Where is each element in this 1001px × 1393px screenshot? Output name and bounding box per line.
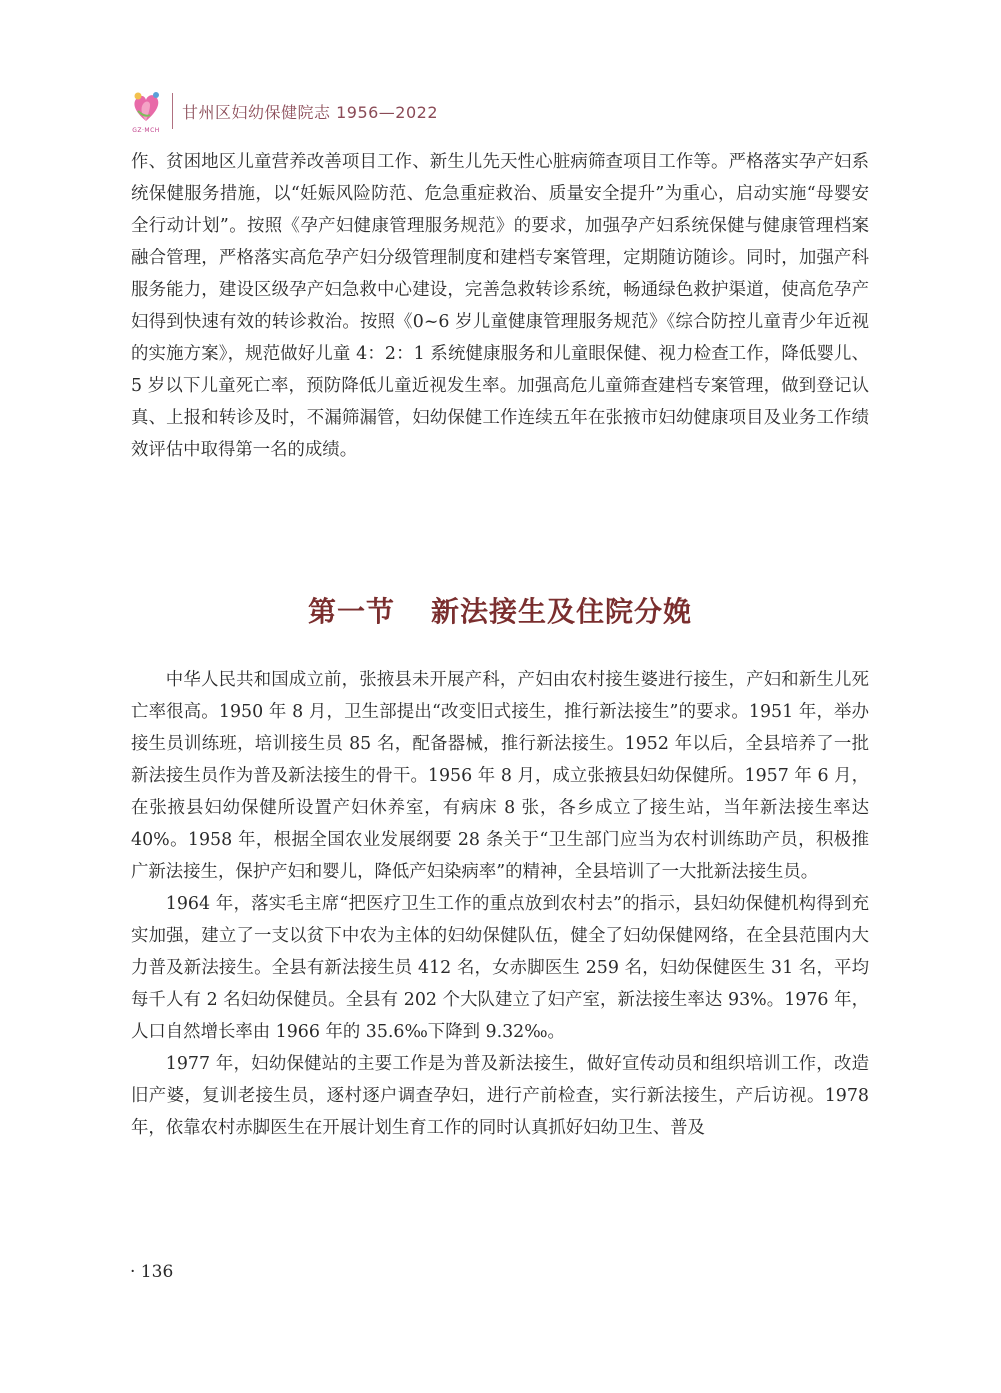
section-title: 新法接生及住院分娩 <box>431 595 693 628</box>
body-text <box>131 664 869 1144</box>
paragraph: 中华人民共和国成立前，张掖县未开展产科，产妇由农村接生婆进行接生，产妇和新生儿死亡率很高。1950 年 8 月，卫生部提出“改变旧式接生，推行新法接生”的要求。1951 年，举办接生员训练班，培训接生员 85 名，配备器械，推行新法接生。1952 年以后，全县培养了一批新法接生员作为普及新法接生的骨干。1956 年 8 月，成立张掖县妇幼保健所。1957 年 6 月，在张掖县妇幼保健所设置产妇休养室，有病床 8 张，各乡成立了接生站，当年新法接生率达 40%。1958 年，根据全国农业发展纲要 28 条关于“卫生部门应当为农村训练助产员，积极推广新法接生，保护产妇和婴儿，降低产妇染病率”的精神，全县培训了一大批新法接生员。 <box>131 670 869 882</box>
section-heading <box>131 590 869 630</box>
intro-paragraph: 作、贫困地区儿童营养改善项目工作、新生儿先天性心脏病筛查项目工作等。严格落实孕产妇系统保健服务措施，以“妊娠风险防范、危急重症救治、质量安全提升”为重心，启动实施“母婴安全行动计划”。按照《孕产妇健康管理服务规范》的要求，加强孕产妇系统保健与健康管理档案融合管理，严格落实高危孕产妇分级管理制度和建档专案管理，定期随访随诊。同时，加强产科服务能力，建设区级孕产妇急救中心建设，完善急救转诊系统，畅通绿色救护渠道，使高危孕产妇得到快速有效的转诊救治。按照《0~6 岁儿童健康管理服务规范》《综合防控儿童青少年近视的实施方案》，规范做好儿童 4：2：1 系统健康服务和儿童眼保健、视力检查工作，降低婴儿、5 岁以下儿童死亡率，预防降低儿童近视发生率。加强高危儿童筛查建档专案管理，做到登记认真、上报和转诊及时，不漏筛漏管，妇幼保健工作连续五年在张掖市妇幼健康项目及业务工作绩效评估中取得第一名的成绩。 <box>131 152 869 460</box>
logo-text: GZ·MCH <box>132 127 160 134</box>
hospital-logo <box>128 87 164 135</box>
running-header <box>128 84 438 138</box>
section-number: 第一节 <box>307 595 395 628</box>
book-title: 甘州区妇幼保健院志 1956—2022 <box>182 102 439 122</box>
page-number: · 136 <box>130 1262 174 1282</box>
intro-text <box>131 146 869 466</box>
paragraph: 1977 年，妇幼保健站的主要工作是为普及新法接生，做好宣传动员和组织培训工作，改造旧产婆，复训老接生员，逐村逐户调查孕妇，进行产前检查，实行新法接生，产后访视。1978 年，依靠农村赤脚医生在开展计划生育工作的同时认真抓好妇幼卫生、普及 <box>131 1054 869 1138</box>
header-divider <box>172 93 173 129</box>
paragraph: 1964 年，落实毛主席“把医疗卫生工作的重点放到农村去”的指示，县妇幼保健机构得到充实加强，建立了一支以贫下中农为主体的妇幼保健队伍，健全了妇幼保健网络，在全县范围内大力普及新法接生。全县有新法接生员 412 名，女赤脚医生 259 名，妇幼保健医生 31 名，平均每千人有 2 名妇幼保健员。全县有 202 个大队建立了妇产室，新法接生率达 93%。1976 年，人口自然增长率由 1966 年的 35.6‰下降到 9.32‰。 <box>131 894 869 1042</box>
